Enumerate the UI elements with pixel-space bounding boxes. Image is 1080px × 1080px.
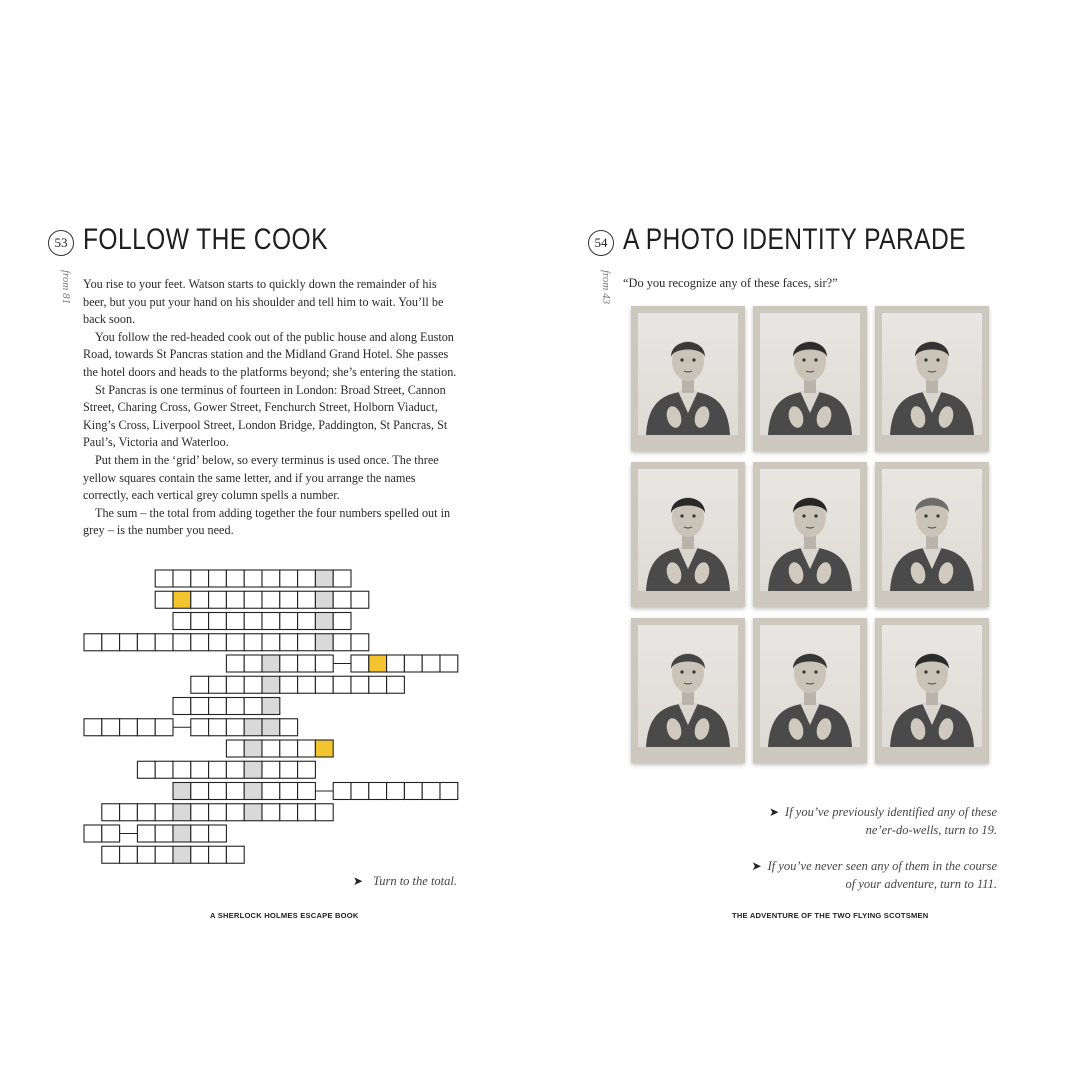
- portrait-image: [760, 625, 860, 747]
- grid-cell: [155, 825, 173, 842]
- grid-cell-grey: [262, 655, 280, 672]
- grid-cell: [262, 613, 280, 630]
- grid-cell: [440, 655, 458, 672]
- mustached-man-portrait-photo: [875, 306, 989, 451]
- grid-cell: [226, 719, 244, 736]
- grid-cell: [298, 570, 316, 587]
- grid-cell: [244, 613, 262, 630]
- grid-cell: [262, 804, 280, 821]
- grid-cell: [226, 570, 244, 587]
- grid-cell: [226, 846, 244, 863]
- grid-cell: [244, 698, 262, 715]
- grid-cell: [191, 804, 209, 821]
- balding-man-portrait-photo: [875, 462, 989, 607]
- goateed-man-portrait-photo: [875, 618, 989, 763]
- grid-cell: [280, 613, 298, 630]
- grid-cell: [280, 761, 298, 778]
- grid-cell: [422, 655, 440, 672]
- grid-cell: [244, 676, 262, 693]
- curly-haired-man-portrait-photo: [753, 462, 867, 607]
- grid-cell: [191, 825, 209, 842]
- portrait-image: [882, 469, 982, 591]
- grid-cell: [155, 591, 173, 608]
- grid-cell: [191, 676, 209, 693]
- grid-cell: [137, 825, 155, 842]
- grid-cell: [226, 655, 244, 672]
- page-title: A PHOTO IDENTITY PARADE: [623, 223, 966, 256]
- grid-cell: [226, 613, 244, 630]
- grid-cell: [155, 804, 173, 821]
- arrow-right-icon: ➤: [352, 874, 363, 888]
- grid-cell: [155, 634, 173, 651]
- from-reference: from 81: [60, 270, 72, 305]
- book-footer: THE ADVENTURE OF THE TWO FLYING SCOTSMEN: [732, 911, 929, 920]
- portrait-image: [882, 625, 982, 747]
- portrait-image: [638, 625, 738, 747]
- grid-cell: [137, 719, 155, 736]
- arrow-right-icon: ➤: [751, 859, 762, 873]
- grid-cell: [191, 634, 209, 651]
- grid-cell: [315, 655, 333, 672]
- grid-cell: [191, 613, 209, 630]
- grid-cell: [226, 740, 244, 757]
- grid-cell-grey: [173, 825, 191, 842]
- grid-cell: [209, 591, 227, 608]
- grid-cell: [102, 825, 120, 842]
- grid-cell: [120, 634, 138, 651]
- bearded-man-portrait-photo: [631, 306, 745, 451]
- grid-cell: [155, 719, 173, 736]
- grid-cell: [209, 634, 227, 651]
- grid-cell: [298, 804, 316, 821]
- grid-cell: [298, 783, 316, 800]
- grid-cell-grey: [315, 570, 333, 587]
- grid-cell: [173, 613, 191, 630]
- grid-cell: [333, 613, 351, 630]
- grid-cell: [209, 613, 227, 630]
- grid-cell: [173, 634, 191, 651]
- grid-cell: [298, 761, 316, 778]
- grid-cell: [244, 570, 262, 587]
- grid-cell: [209, 804, 227, 821]
- grid-cell: [298, 613, 316, 630]
- grid-cell: [226, 591, 244, 608]
- grid-cell-grey: [244, 761, 262, 778]
- grid-cell-yellow: [369, 655, 387, 672]
- grid-cell-grey: [315, 613, 333, 630]
- grid-cell: [191, 846, 209, 863]
- grid-cell: [155, 761, 173, 778]
- page-number-badge: 53: [48, 230, 74, 256]
- grid-cell-grey: [244, 804, 262, 821]
- grid-cell: [369, 783, 387, 800]
- portrait-image: [638, 469, 738, 591]
- grid-cell: [298, 591, 316, 608]
- paragraph: The sum – the total from adding together the four numbers spelled out in grey – is the number you need.: [83, 505, 451, 538]
- grid-cell: [351, 634, 369, 651]
- grid-cell: [333, 634, 351, 651]
- grid-cell: [298, 634, 316, 651]
- portrait-image: [760, 313, 860, 435]
- grid-cell: [191, 783, 209, 800]
- grid-cell: [280, 676, 298, 693]
- book-footer: A SHERLOCK HOLMES ESCAPE BOOK: [210, 911, 359, 920]
- grid-cell: [280, 634, 298, 651]
- grid-cell: [173, 698, 191, 715]
- grid-cell: [298, 676, 316, 693]
- grid-cell-grey: [315, 634, 333, 651]
- boy-portrait-photo: [753, 618, 867, 763]
- grid-cell: [404, 783, 422, 800]
- grid-cell: [173, 761, 191, 778]
- portrait-image: [638, 313, 738, 435]
- grid-cell-grey: [244, 719, 262, 736]
- grid-cell: [280, 719, 298, 736]
- grid-cell: [226, 634, 244, 651]
- grid-cell: [137, 804, 155, 821]
- grid-cell: [209, 698, 227, 715]
- grid-cell: [209, 761, 227, 778]
- grid-cell: [262, 591, 280, 608]
- grid-cell: [244, 634, 262, 651]
- page-title: FOLLOW THE COOK: [83, 223, 328, 256]
- grid-cell: [120, 804, 138, 821]
- paragraph: You rise to your feet. Watson starts to quickly down the remainder of his beer, but you put your hand on his shoulder and tell him to wait. You’ll be back soon.: [83, 277, 444, 327]
- grid-cell: [102, 846, 120, 863]
- grid-cell-yellow: [315, 740, 333, 757]
- grid-cell: [315, 804, 333, 821]
- grid-cell: [191, 719, 209, 736]
- grid-cell: [387, 783, 405, 800]
- grid-cell: [315, 676, 333, 693]
- grid-cell: [262, 761, 280, 778]
- grid-cell: [191, 698, 209, 715]
- paragraph: Put them in the ‘grid’ below, so every terminus is used once. The three yellow squares contain the same letter, and if you arrange the names correctly, each vertical grey column spells a number.: [83, 452, 439, 503]
- choice-identified: ➤ If you’ve previously identified any of these ne’er-do-wells, turn to 19.: [768, 805, 997, 837]
- grid-cell: [209, 783, 227, 800]
- choice-never-seen: ➤ If you’ve never seen any of them in the course of your adventure, turn to 111.: [751, 859, 997, 891]
- grid-cell: [280, 655, 298, 672]
- grid-cell: [155, 846, 173, 863]
- from-reference: from 43: [600, 270, 612, 305]
- grid-cell: [387, 655, 405, 672]
- grid-cell: [440, 783, 458, 800]
- grid-cell: [422, 783, 440, 800]
- portrait-image: [760, 469, 860, 591]
- grid-cell: [137, 761, 155, 778]
- grid-cell-grey: [262, 676, 280, 693]
- grid-cell: [209, 719, 227, 736]
- grid-cell: [226, 783, 244, 800]
- grid-cell: [298, 740, 316, 757]
- grid-cell: [191, 570, 209, 587]
- grid-cell: [191, 591, 209, 608]
- grid-cell: [262, 634, 280, 651]
- portrait-image: [882, 313, 982, 435]
- grid-cell: [209, 570, 227, 587]
- grid-cell: [84, 719, 102, 736]
- grid-cell: [262, 740, 280, 757]
- grid-cell: [120, 846, 138, 863]
- grid-cell: [226, 761, 244, 778]
- grid-cell-grey: [262, 698, 280, 715]
- grid-cell: [280, 804, 298, 821]
- grid-cell: [191, 761, 209, 778]
- grid-cell: [102, 804, 120, 821]
- grid-cell: [351, 655, 369, 672]
- grid-cell: [387, 676, 405, 693]
- page-number-badge: 54: [588, 230, 614, 256]
- grid-cell: [351, 676, 369, 693]
- grid-cell: [280, 740, 298, 757]
- grid-cell: [404, 655, 422, 672]
- paragraph: St Pancras is one terminus of fourteen in London: Broad Street, Cannon Street, Charing Cross, Gower Street, Fenchurch Street, Holborn Viaduct, King’s Cross, Liverpool Street, London Bridge, Paddington, St Pancras, St Paul’s, Victoria and Waterloo.: [83, 382, 448, 450]
- grid-cell-yellow: [173, 591, 191, 608]
- grid-cell-grey: [244, 740, 262, 757]
- grid-cell-grey: [173, 846, 191, 863]
- grid-cell: [333, 570, 351, 587]
- woman-portrait-photo: [631, 618, 745, 763]
- right-page: [540, 0, 1080, 1080]
- grid-cell: [280, 591, 298, 608]
- grid-cell-grey: [173, 783, 191, 800]
- grid-cell: [333, 783, 351, 800]
- arrow-right-icon: ➤: [768, 805, 780, 819]
- grid-cell: [369, 676, 387, 693]
- grid-cell: [155, 570, 173, 587]
- grid-cell: [262, 570, 280, 587]
- grid-cell: [102, 634, 120, 651]
- grid-cell: [226, 698, 244, 715]
- grid-cell: [244, 655, 262, 672]
- grid-cell: [226, 676, 244, 693]
- grid-cell: [173, 570, 191, 587]
- grid-cell: [209, 846, 227, 863]
- grid-cell: [333, 676, 351, 693]
- man-in-tie-portrait-photo: [631, 462, 745, 607]
- quote-text: “Do you recognize any of these faces, sir?”: [623, 276, 838, 290]
- grid-cell-grey: [173, 804, 191, 821]
- turn-instruction: ➤ Turn to the total.: [352, 874, 457, 888]
- grid-cell: [244, 591, 262, 608]
- grid-cell: [137, 634, 155, 651]
- grid-cell: [209, 825, 227, 842]
- grid-cell: [102, 719, 120, 736]
- young-man-portrait-photo: [753, 306, 867, 451]
- paragraph: You follow the red-headed cook out of the public house and along Euston Road, towards St Pancras station and the Midland Grand Hotel. She passes the hotel doors and heads to the platforms beyond; she’s entering the station.: [83, 329, 457, 379]
- grid-cell: [298, 655, 316, 672]
- grid-cell: [280, 570, 298, 587]
- grid-cell: [137, 846, 155, 863]
- grid-cell: [280, 783, 298, 800]
- grid-cell: [84, 825, 102, 842]
- grid-cell-grey: [315, 591, 333, 608]
- grid-cell: [333, 591, 351, 608]
- grid-cell: [262, 783, 280, 800]
- grid-cell: [84, 634, 102, 651]
- grid-cell-grey: [262, 719, 280, 736]
- grid-cell: [351, 591, 369, 608]
- grid-cell: [209, 676, 227, 693]
- grid-cell-grey: [244, 783, 262, 800]
- grid-cell: [226, 804, 244, 821]
- grid-cell: [351, 783, 369, 800]
- grid-cell: [120, 719, 138, 736]
